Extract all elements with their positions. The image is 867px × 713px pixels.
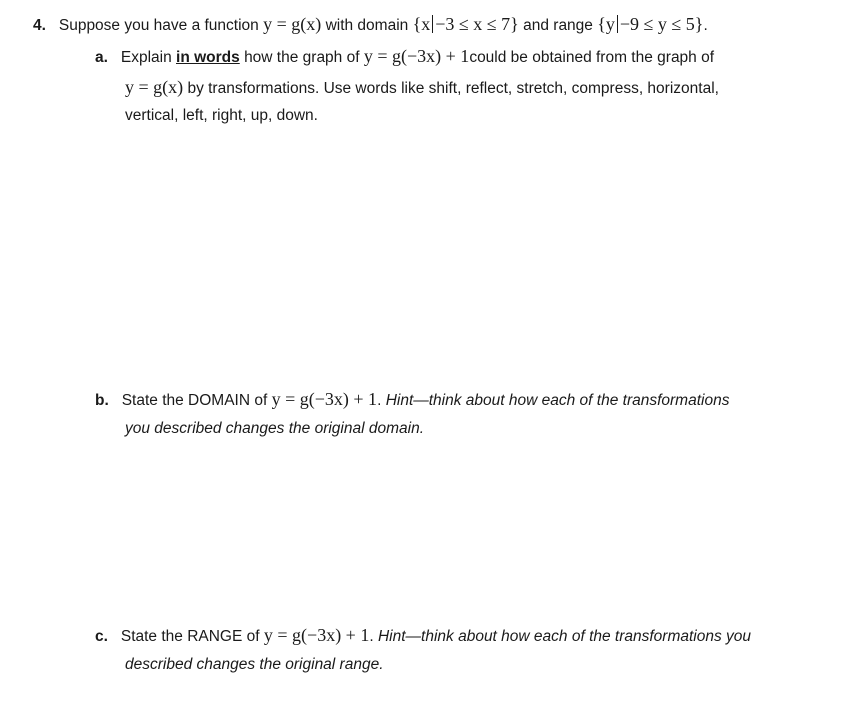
part-a-text2: how the graph of	[244, 49, 360, 66]
part-b-text1: State the DOMAIN of	[121, 392, 268, 409]
part-c-line-2	[125, 655, 384, 675]
part-b-hint-2: you described changes the original domain.	[125, 420, 424, 437]
part-c-text1: State the RANGE of	[120, 628, 260, 645]
part-a-original-function: y = g(x)	[125, 77, 184, 97]
part-c-hint-2: described changes the original range.	[125, 656, 384, 673]
part-a-transformed-function: y = g(−3x) + 1	[363, 46, 470, 66]
question-4-line	[33, 14, 708, 36]
question-end-period: .	[703, 17, 708, 34]
part-b-line-2	[125, 419, 424, 439]
part-a-text3: could be obtained from the graph of	[469, 49, 715, 66]
part-c-hint-1: Hint—think about how each of the transformations you	[377, 628, 752, 645]
and-range-text: and range	[523, 17, 593, 34]
function-expression: y = g(x)	[263, 14, 322, 34]
part-c-label: c.	[95, 628, 108, 645]
part-c-transformed-function: y = g(−3x) + 1	[263, 625, 370, 645]
with-domain-text: with domain	[325, 17, 409, 34]
part-c-line-1	[95, 625, 751, 647]
part-a-line-2	[125, 77, 719, 99]
part-b-line-1	[95, 389, 729, 411]
question-number: 4.	[33, 17, 46, 34]
part-a-line-1	[95, 46, 714, 68]
part-b-label: b.	[95, 392, 109, 409]
part-c-period: .	[369, 628, 374, 645]
part-a-label: a.	[95, 49, 108, 66]
domain-set: {x −3 ≤ x ≤ 7}	[412, 14, 519, 34]
part-a-line-3	[125, 106, 318, 126]
part-a-emphasis: in words	[176, 49, 240, 66]
question-intro: Suppose you have a function	[58, 17, 259, 34]
range-set: {y −9 ≤ y ≤ 5}	[597, 14, 704, 34]
part-b-hint-1: Hint—think about how each of the transformations	[385, 392, 730, 409]
part-a-text1: Explain	[120, 49, 172, 66]
part-a-text5: vertical, left, right, up, down.	[125, 107, 318, 124]
part-b-period: .	[377, 392, 382, 409]
part-a-text4: by transformations. Use words like shift, reflect, stretch, compress, horizontal,	[187, 80, 719, 97]
part-b-transformed-function: y = g(−3x) + 1	[271, 389, 378, 409]
